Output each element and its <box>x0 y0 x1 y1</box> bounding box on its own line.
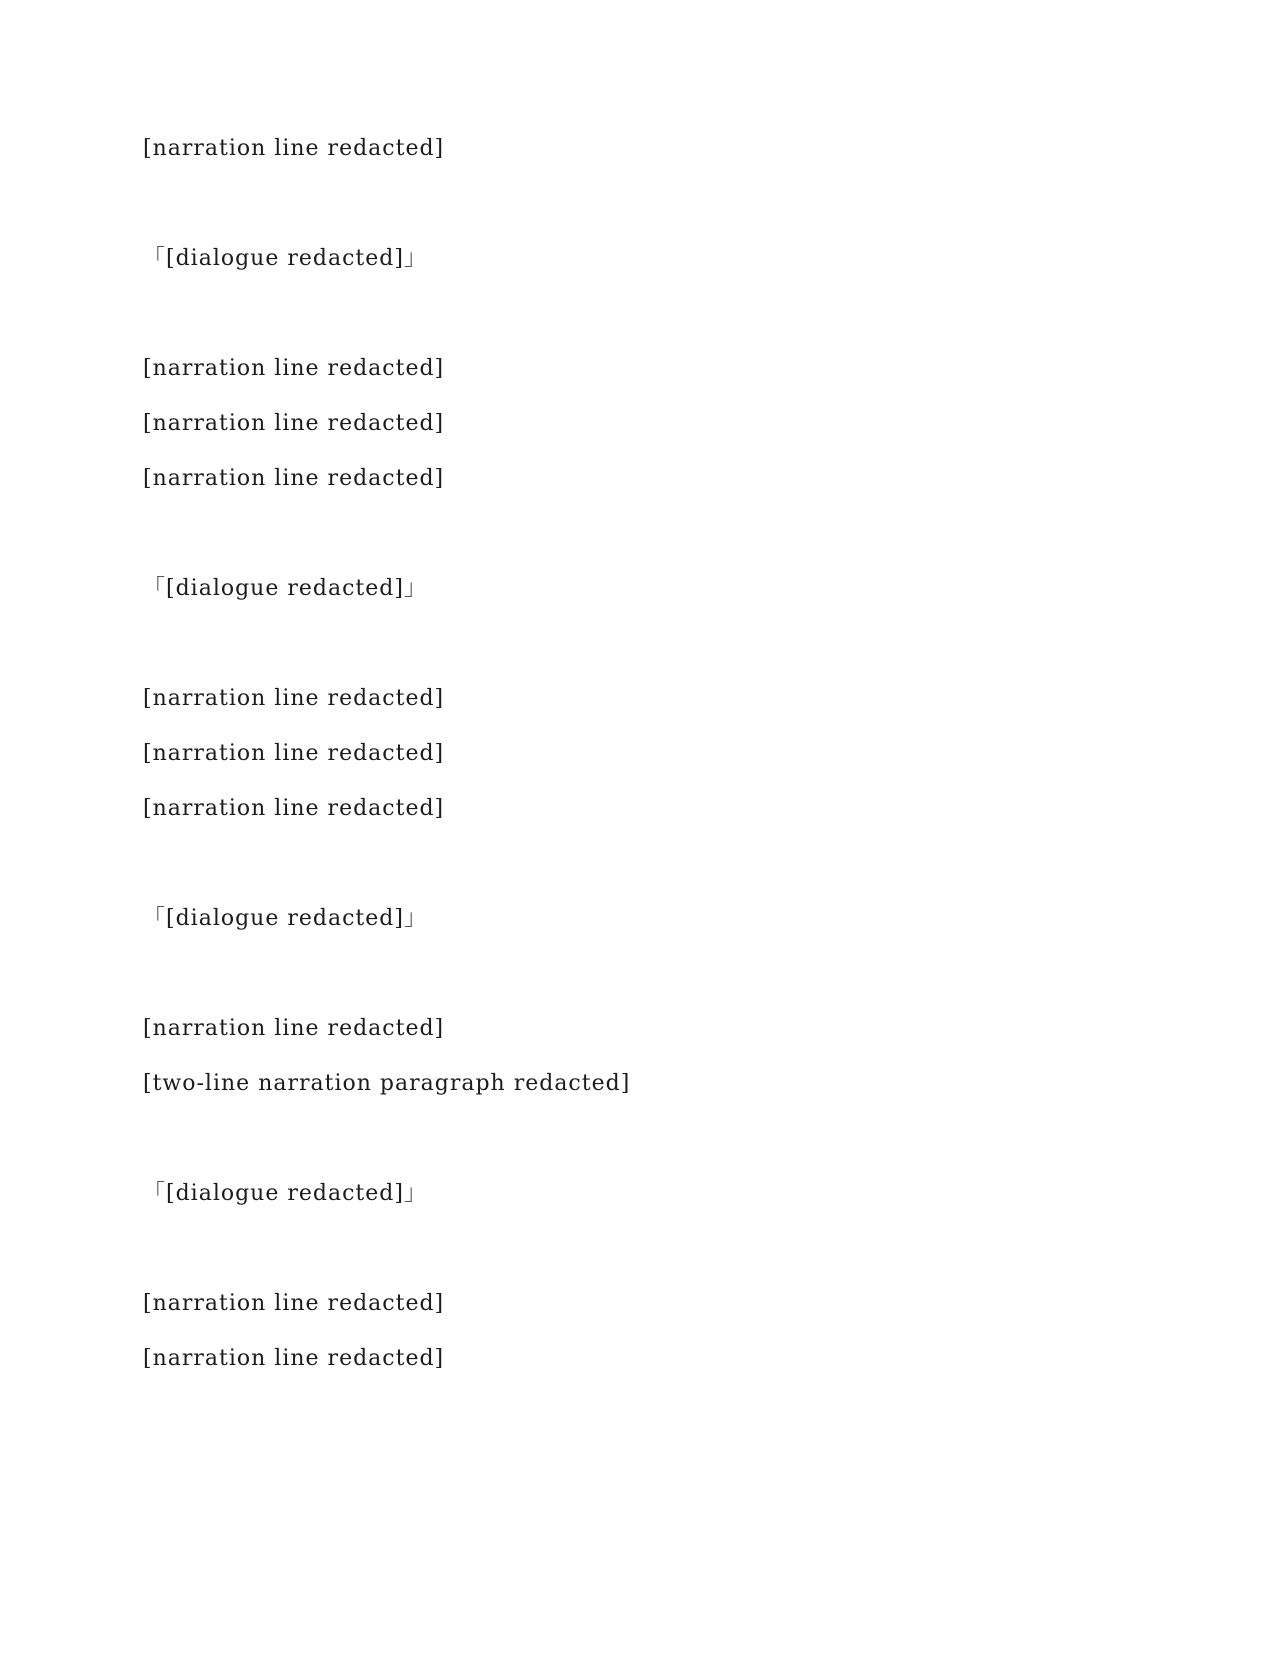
narration-line: [narration line redacted] <box>143 796 445 821</box>
narration-line: [narration line redacted] <box>143 686 445 711</box>
narration-line: [narration line redacted] <box>143 1291 445 1316</box>
narration-line: [narration line redacted] <box>143 1016 445 1041</box>
dialogue-line: 「[dialogue redacted]」 <box>143 576 427 601</box>
narration-line: [narration line redacted] <box>143 136 445 161</box>
dialogue-line: 「[dialogue redacted]」 <box>143 906 427 931</box>
narration-line: [narration line redacted] <box>143 356 445 381</box>
narration-line: [narration line redacted] <box>143 411 445 436</box>
narration-line: [narration line redacted] <box>143 741 445 766</box>
narration-line: [narration line redacted] <box>143 1346 445 1371</box>
dialogue-line: 「[dialogue redacted]」 <box>143 246 427 271</box>
narration-line: [two-line narration paragraph redacted] <box>143 1071 631 1096</box>
dialogue-line: 「[dialogue redacted]」 <box>143 1181 427 1206</box>
narration-line: [narration line redacted] <box>143 466 445 491</box>
